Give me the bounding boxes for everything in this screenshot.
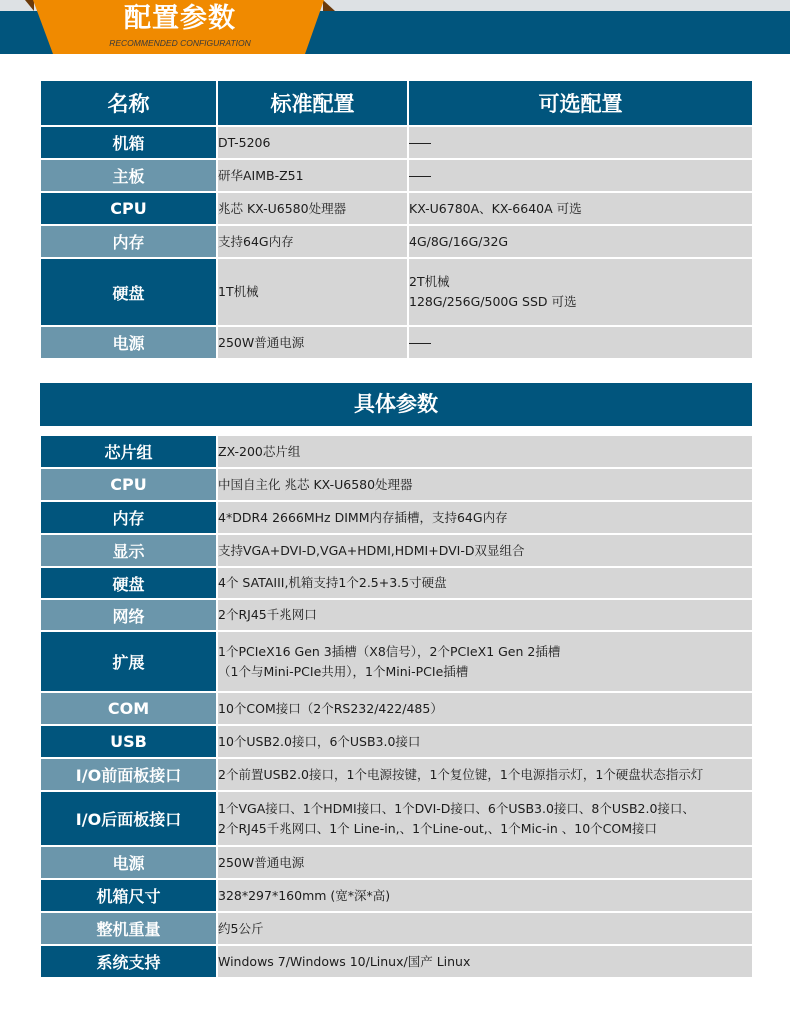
table-row (40, 534, 753, 567)
standard-value: 250W普通电源 (217, 326, 408, 359)
table-row (40, 326, 753, 359)
row-label: I/O后面板接口 (40, 791, 217, 846)
row-value: 2个RJ45千兆网口 (217, 599, 753, 631)
dash-placeholder (409, 143, 431, 144)
row-value (217, 631, 753, 692)
table-row (40, 846, 753, 879)
row-label: 芯片组 (40, 435, 217, 468)
dash-placeholder (409, 343, 431, 344)
row-label: CPU (40, 468, 217, 501)
table-row (40, 945, 753, 978)
table-row (40, 725, 753, 758)
row-value: 支持VGA+DVI-D,VGA+HDMI,HDMI+DVI-D双显组合 (217, 534, 753, 567)
row-value: 10个USB2.0接口，6个USB3.0接口 (217, 725, 753, 758)
standard-value: 研华AIMB-Z51 (217, 159, 408, 192)
optional-value (408, 258, 753, 326)
optional-value: KX-U6780A、KX-6640A 可选 (408, 192, 753, 225)
row-label: 网络 (40, 599, 217, 631)
table-row (40, 258, 753, 326)
dash-placeholder (409, 176, 431, 177)
value-line-2: 2个RJ45千兆网口、1个 Line-in,、1个Line-out,、1个Mic-in 、10个COM接口 (218, 820, 657, 836)
row-label: 扩展 (40, 631, 217, 692)
config-table-header (40, 80, 753, 126)
table-row (40, 192, 753, 225)
column-header-name: 名称 (40, 80, 217, 126)
table-row (40, 225, 753, 258)
optional-value (408, 326, 753, 359)
row-value: 4*DDR4 2666MHz DIMM内存插槽，支持64G内存 (217, 501, 753, 534)
value-line-1: 1个VGA接口、1个HDMI接口、1个DVI-D接口、6个USB3.0接口、8个USB2.0接口、 (218, 800, 695, 816)
standard-value: 支持64G内存 (217, 225, 408, 258)
optional-line-1: 2T机械 (409, 274, 450, 289)
header-banner (0, 0, 790, 54)
standard-value: 兆芯 KX-U6580处理器 (217, 192, 408, 225)
table-row (40, 599, 753, 631)
column-header-standard: 标准配置 (217, 80, 408, 126)
config-table (39, 79, 754, 360)
value-line-1: 1个PCIeX16 Gen 3插槽（X8信号），2个PCIeX1 Gen 2插槽 (218, 643, 561, 659)
row-label: 硬盘 (40, 567, 217, 599)
row-label: 主板 (40, 159, 217, 192)
table-row (40, 692, 753, 725)
table-row (40, 758, 753, 791)
row-label: 显示 (40, 534, 217, 567)
row-value: 10个COM接口（2个RS232/422/485） (217, 692, 753, 725)
page-title: 配置参数 (124, 3, 236, 34)
table-row (40, 159, 753, 192)
section-title-specs: 具体参数 (40, 383, 752, 426)
row-value: 约5公斤 (217, 912, 753, 945)
standard-value: DT-5206 (217, 126, 408, 159)
row-label: 整机重量 (40, 912, 217, 945)
table-row (40, 468, 753, 501)
row-label: 电源 (40, 326, 217, 359)
row-label: 硬盘 (40, 258, 217, 326)
table-row (40, 501, 753, 534)
row-label: USB (40, 725, 217, 758)
table-row (40, 879, 753, 912)
standard-value: 1T机械 (217, 258, 408, 326)
table-row (40, 567, 753, 599)
row-label: I/O前面板接口 (40, 758, 217, 791)
row-label: 电源 (40, 846, 217, 879)
row-value: ZX-200芯片组 (217, 435, 753, 468)
value-line-2: （1个与Mini-PCIe共用），1个Mini-PCIe插槽 (218, 663, 469, 679)
row-value: Windows 7/Windows 10/Linux/国产 Linux (217, 945, 753, 978)
row-value: 2个前置USB2.0接口，1个电源按键，1个复位键，1个电源指示灯，1个硬盘状态指示灯 (217, 758, 753, 791)
row-value (217, 791, 753, 846)
row-label: 系统支持 (40, 945, 217, 978)
optional-value: 4G/8G/16G/32G (408, 225, 753, 258)
table-row (40, 126, 753, 159)
table-row (40, 912, 753, 945)
row-label: 内存 (40, 501, 217, 534)
row-label: COM (40, 692, 217, 725)
page-subtitle: RECOMMENDED CONFIGURATION (109, 38, 251, 48)
table-row (40, 791, 753, 846)
table-row (40, 631, 753, 692)
table-row (40, 435, 753, 468)
row-value: 中国自主化 兆芯 KX-U6580处理器 (217, 468, 753, 501)
column-header-optional: 可选配置 (408, 80, 753, 126)
optional-value (408, 126, 753, 159)
row-value: 328*297*160mm (宽*深*高) (217, 879, 753, 912)
optional-value (408, 159, 753, 192)
spec-table (39, 434, 754, 979)
row-label: CPU (40, 192, 217, 225)
row-value: 250W普通电源 (217, 846, 753, 879)
row-label: 机箱 (40, 126, 217, 159)
optional-line-2: 128G/256G/500G SSD 可选 (409, 294, 577, 309)
row-value: 4个 SATAIII,机箱支持1个2.5+3.5寸硬盘 (217, 567, 753, 599)
row-label: 内存 (40, 225, 217, 258)
row-label: 机箱尺寸 (40, 879, 217, 912)
